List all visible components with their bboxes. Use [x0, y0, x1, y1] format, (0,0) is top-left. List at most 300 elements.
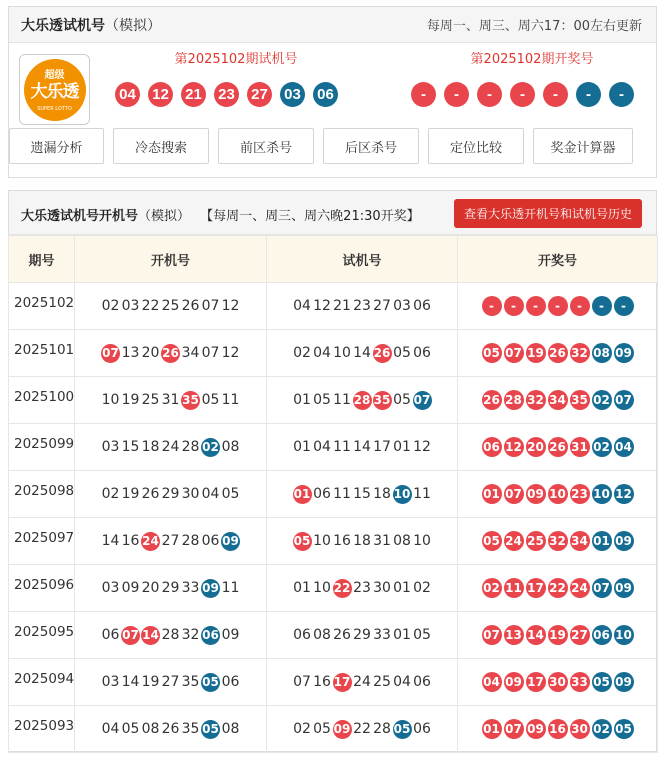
result-ball: 34	[548, 390, 568, 410]
result-number-cell	[458, 565, 658, 612]
result-ball: 09	[614, 672, 634, 692]
tool-bar	[9, 128, 642, 164]
trial-ball: 21	[181, 82, 206, 107]
result-ball: 31	[570, 437, 590, 457]
result-number-cell	[458, 518, 658, 565]
result-ball: 09	[526, 719, 546, 739]
result-ball: 16	[548, 719, 568, 739]
open-number: 29	[161, 579, 180, 596]
trial-number: 24	[353, 673, 371, 690]
result-ball: 34	[570, 531, 590, 551]
trial-number: 25	[373, 673, 391, 690]
open-number-cell	[75, 612, 267, 659]
trial-number: 11	[333, 438, 351, 455]
trial-number: 05	[293, 532, 312, 551]
result-ball: 30	[570, 719, 590, 739]
result-ball: 02	[592, 390, 612, 410]
trial-number: 12	[313, 297, 331, 314]
column-header-issue: 期号	[9, 236, 75, 283]
current-result-balls	[411, 82, 642, 107]
trial-number: 22	[333, 579, 352, 598]
open-number: 07	[101, 344, 120, 363]
open-number: 05	[121, 720, 140, 737]
open-number: 19	[121, 485, 140, 502]
open-number: 03	[101, 579, 120, 596]
result-ball: -	[609, 82, 634, 107]
trial-ball: 23	[214, 82, 239, 107]
trial-number: 08	[393, 532, 411, 549]
trial-number: 03	[393, 297, 411, 314]
trial-ball: 04	[115, 82, 140, 107]
result-ball: 28	[504, 390, 524, 410]
trial-number: 11	[413, 485, 431, 502]
result-ball: 33	[570, 672, 590, 692]
issue-cell: 2025102	[9, 283, 75, 330]
trial-number: 17	[333, 673, 352, 692]
open-number-cell	[75, 706, 267, 753]
result-ball: 07	[592, 578, 612, 598]
logo-top-text: 超级	[44, 69, 65, 81]
trial-number: 22	[353, 720, 371, 737]
result-ball: 09	[614, 343, 634, 363]
trial-number: 01	[393, 438, 411, 455]
trial-number-cell	[267, 377, 458, 424]
trial-number: 29	[353, 626, 371, 643]
cold-search-button[interactable]: 冷态搜索	[113, 128, 209, 164]
open-number: 10	[101, 391, 120, 408]
result-ball: 11	[504, 578, 524, 598]
trial-number: 01	[293, 438, 311, 455]
trial-number: 17	[373, 438, 391, 455]
result-ball: 32	[570, 343, 590, 363]
open-number-cell	[75, 518, 267, 565]
open-number: 02	[201, 438, 220, 457]
result-ball: 07	[614, 390, 634, 410]
trial-number: 06	[293, 626, 311, 643]
open-number: 26	[161, 720, 180, 737]
trial-number-cell	[267, 612, 458, 659]
open-number: 19	[141, 673, 160, 690]
issue-cell: 2025098	[9, 471, 75, 518]
trial-number: 10	[413, 532, 431, 549]
open-number-cell	[75, 471, 267, 518]
trial-number: 23	[353, 297, 371, 314]
trial-ball: 03	[280, 82, 305, 107]
trial-number: 14	[353, 438, 371, 455]
front-kill-button[interactable]: 前区杀号	[218, 128, 314, 164]
result-ball: 24	[504, 531, 524, 551]
trial-number: 05	[393, 391, 411, 408]
issue-cell: 2025100	[9, 377, 75, 424]
open-number: 14	[101, 532, 120, 549]
back-kill-button[interactable]: 后区杀号	[323, 128, 419, 164]
open-number: 06	[101, 626, 120, 643]
logo-english-text: SUPER LOTTO	[37, 105, 72, 112]
issue-cell: 2025099	[9, 424, 75, 471]
trial-number: 28	[373, 720, 391, 737]
trial-number: 02	[413, 579, 431, 596]
open-number: 12	[221, 344, 240, 361]
trial-number: 35	[373, 391, 392, 410]
trial-number: 06	[413, 673, 431, 690]
open-number: 09	[201, 579, 220, 598]
table-row	[9, 659, 658, 706]
table-row	[9, 283, 658, 330]
trial-number: 16	[313, 673, 331, 690]
super-lotto-logo	[19, 54, 90, 125]
open-number: 20	[141, 579, 160, 596]
open-number: 26	[161, 344, 180, 363]
open-number: 03	[121, 297, 140, 314]
open-number-cell	[75, 659, 267, 706]
result-ball: 32	[526, 390, 546, 410]
result-ball: 02	[592, 719, 612, 739]
trial-number-cell	[267, 518, 458, 565]
open-number: 26	[181, 297, 200, 314]
result-ball: 17	[526, 578, 546, 598]
result-ball: -	[548, 296, 568, 316]
open-number: 29	[161, 485, 180, 502]
open-number: 07	[201, 297, 220, 314]
result-ball: -	[477, 82, 502, 107]
trial-number: 04	[313, 438, 331, 455]
open-number: 32	[181, 626, 200, 643]
open-number: 12	[221, 297, 240, 314]
result-ball: 07	[482, 625, 502, 645]
open-number: 28	[181, 532, 200, 549]
trial-caption: 第2025102期试机号	[174, 52, 298, 67]
draw-schedule-note: 【每周一、周三、周六晚21:30开奖】	[200, 209, 420, 224]
trial-number: 11	[333, 391, 351, 408]
logo-main-text: 大乐透	[30, 81, 79, 102]
result-ball: 10	[592, 484, 612, 504]
result-ball: 35	[570, 390, 590, 410]
trial-number: 01	[293, 485, 312, 504]
open-number: 11	[221, 579, 240, 596]
column-header-result: 开奖号	[458, 236, 658, 283]
result-ball: 27	[570, 625, 590, 645]
trial-number: 21	[333, 297, 351, 314]
open-number: 08	[141, 720, 160, 737]
view-history-button[interactable]: 查看大乐透开机号和试机号历史	[454, 199, 642, 228]
trial-number-cell	[267, 283, 458, 330]
result-ball: -	[576, 82, 601, 107]
panel-header	[9, 7, 656, 43]
trial-number: 04	[293, 297, 311, 314]
open-number: 13	[121, 344, 140, 361]
open-number: 25	[161, 297, 180, 314]
open-number: 05	[201, 720, 220, 739]
result-caption: 第2025102期开奖号	[470, 52, 594, 67]
open-number: 18	[141, 438, 160, 455]
result-ball: 09	[614, 578, 634, 598]
history-title-sub: （模拟）	[138, 209, 191, 224]
trial-number: 10	[313, 532, 331, 549]
trial-number: 30	[373, 579, 391, 596]
trial-number: 05	[393, 720, 412, 739]
result-number-cell	[458, 377, 658, 424]
result-ball: 07	[504, 343, 524, 363]
trial-number: 28	[353, 391, 372, 410]
prize-calculator-button[interactable]: 奖金计算器	[533, 128, 633, 164]
trial-number: 23	[353, 579, 371, 596]
result-ball: 10	[614, 625, 634, 645]
result-ball: 09	[526, 484, 546, 504]
open-number: 34	[181, 344, 200, 361]
issue-cell: 2025096	[9, 565, 75, 612]
table-row	[9, 471, 658, 518]
history-header	[9, 191, 656, 235]
open-number: 08	[221, 438, 240, 455]
open-number: 28	[181, 438, 200, 455]
open-number: 25	[141, 391, 160, 408]
history-table	[8, 235, 658, 753]
open-number: 28	[161, 626, 180, 643]
trial-number: 01	[393, 626, 411, 643]
result-ball: 09	[614, 531, 634, 551]
result-number-cell	[458, 471, 658, 518]
trial-number: 06	[313, 485, 331, 502]
open-number: 30	[181, 485, 200, 502]
table-row	[9, 377, 658, 424]
open-number: 20	[141, 344, 160, 361]
trial-number: 01	[293, 391, 311, 408]
result-ball: 08	[592, 343, 612, 363]
result-ball: -	[504, 296, 524, 316]
result-ball: 26	[548, 437, 568, 457]
open-number: 09	[221, 532, 240, 551]
open-number: 04	[201, 485, 220, 502]
result-number-cell	[458, 283, 658, 330]
panel-title-text: 大乐透试机号	[21, 17, 105, 34]
result-ball: 22	[548, 578, 568, 598]
open-number-cell	[75, 377, 267, 424]
result-ball: 12	[614, 484, 634, 504]
history-title-text: 大乐透试机号开机号	[21, 209, 139, 224]
result-ball: 17	[526, 672, 546, 692]
open-number: 26	[141, 485, 160, 502]
result-ball: 02	[482, 578, 502, 598]
result-ball: 26	[548, 343, 568, 363]
open-number-cell	[75, 565, 267, 612]
open-number: 35	[181, 673, 200, 690]
issue-cell: 2025101	[9, 330, 75, 377]
trial-ball: 27	[247, 82, 272, 107]
open-number: 02	[101, 297, 120, 314]
result-ball: -	[543, 82, 568, 107]
issue-cell: 2025095	[9, 612, 75, 659]
panel-title	[21, 15, 161, 35]
open-number: 06	[221, 673, 240, 690]
trial-number-cell	[267, 424, 458, 471]
position-compare-button[interactable]: 定位比较	[428, 128, 524, 164]
trial-number: 06	[413, 720, 431, 737]
open-number: 05	[201, 673, 220, 692]
open-number: 14	[141, 626, 160, 645]
open-number: 09	[221, 626, 240, 643]
trial-ball: 12	[148, 82, 173, 107]
result-ball: 07	[504, 719, 524, 739]
open-number-cell	[75, 283, 267, 330]
issue-cell: 2025097	[9, 518, 75, 565]
result-ball: 14	[526, 625, 546, 645]
open-number: 15	[121, 438, 140, 455]
result-ball: -	[482, 296, 502, 316]
history-panel	[8, 190, 657, 752]
trial-number: 01	[293, 579, 311, 596]
open-number-cell	[75, 424, 267, 471]
result-ball: 10	[548, 484, 568, 504]
trial-number: 11	[333, 485, 351, 502]
result-ball: -	[510, 82, 535, 107]
trial-number: 05	[393, 344, 411, 361]
result-ball: 09	[504, 672, 524, 692]
open-number: 31	[161, 391, 180, 408]
table-row	[9, 612, 658, 659]
current-trial-balls	[115, 82, 346, 107]
result-number-cell	[458, 330, 658, 377]
open-number: 11	[221, 391, 240, 408]
result-ball: 06	[482, 437, 502, 457]
result-ball: 05	[482, 531, 502, 551]
trial-number: 26	[373, 344, 392, 363]
trial-number: 12	[413, 438, 431, 455]
open-number: 03	[101, 673, 120, 690]
result-ball: 06	[592, 625, 612, 645]
result-ball: -	[444, 82, 469, 107]
trial-number: 10	[393, 485, 412, 504]
result-ball: 24	[570, 578, 590, 598]
open-number: 35	[181, 391, 200, 410]
open-number: 03	[101, 438, 120, 455]
issue-cell: 2025093	[9, 706, 75, 753]
trial-number-cell	[267, 565, 458, 612]
open-number: 02	[101, 485, 120, 502]
open-number: 04	[101, 720, 120, 737]
open-number: 35	[181, 720, 200, 737]
open-number: 22	[141, 297, 160, 314]
trial-number: 05	[313, 391, 331, 408]
result-ball: 19	[526, 343, 546, 363]
result-number-cell	[458, 612, 658, 659]
table-row	[9, 518, 658, 565]
trial-number: 04	[313, 344, 331, 361]
open-number: 09	[121, 579, 140, 596]
result-ball: 01	[482, 719, 502, 739]
table-row	[9, 424, 658, 471]
open-number: 05	[201, 391, 220, 408]
trial-number: 07	[293, 673, 311, 690]
open-number: 33	[181, 579, 200, 596]
trial-number: 10	[313, 579, 331, 596]
open-number: 08	[221, 720, 240, 737]
trial-number: 26	[333, 626, 351, 643]
result-number-cell	[458, 706, 658, 753]
open-number: 24	[141, 532, 160, 551]
column-header-trial: 试机号	[267, 236, 458, 283]
open-number: 05	[221, 485, 240, 502]
table-row	[9, 706, 658, 753]
open-number: 19	[121, 391, 140, 408]
open-number: 24	[161, 438, 180, 455]
history-title	[21, 205, 420, 224]
trial-number: 18	[353, 532, 371, 549]
open-number: 07	[201, 344, 220, 361]
open-number: 27	[161, 532, 180, 549]
trial-number: 02	[293, 344, 311, 361]
result-ball: -	[570, 296, 590, 316]
trial-number-cell	[267, 330, 458, 377]
result-ball: 02	[592, 437, 612, 457]
result-ball: -	[592, 296, 612, 316]
table-header-row	[9, 236, 658, 283]
result-ball: 05	[482, 343, 502, 363]
omission-analysis-button[interactable]: 遗漏分析	[9, 128, 104, 164]
trial-number: 18	[373, 485, 391, 502]
result-ball: 19	[548, 625, 568, 645]
trial-number: 15	[353, 485, 371, 502]
result-number-cell	[458, 424, 658, 471]
result-ball: -	[526, 296, 546, 316]
result-ball: 32	[548, 531, 568, 551]
trial-number-cell	[267, 706, 458, 753]
trial-number: 10	[333, 344, 351, 361]
logo-badge	[24, 59, 86, 121]
result-ball: 20	[526, 437, 546, 457]
trial-number-cell	[267, 471, 458, 518]
result-number-cell	[458, 659, 658, 706]
trial-number: 05	[313, 720, 331, 737]
trial-number: 31	[373, 532, 391, 549]
result-ball: 26	[482, 390, 502, 410]
trial-number: 02	[293, 720, 311, 737]
trial-number: 27	[373, 297, 391, 314]
result-ball: 05	[592, 672, 612, 692]
table-row	[9, 565, 658, 612]
trial-number: 33	[373, 626, 391, 643]
update-note: 每周一、周三、周六17：00左右更新	[426, 19, 642, 34]
result-ball: 04	[614, 437, 634, 457]
column-header-open: 开机号	[75, 236, 267, 283]
trial-number: 08	[313, 626, 331, 643]
result-ball: 25	[526, 531, 546, 551]
trial-number: 06	[413, 344, 431, 361]
trial-ball: 06	[313, 82, 338, 107]
result-ball: 01	[592, 531, 612, 551]
trial-number: 14	[353, 344, 371, 361]
open-number-cell	[75, 330, 267, 377]
trial-number-cell	[267, 659, 458, 706]
trial-number: 05	[413, 626, 431, 643]
result-ball: 05	[614, 719, 634, 739]
open-number: 14	[121, 673, 140, 690]
trial-number: 01	[393, 579, 411, 596]
result-ball: 30	[548, 672, 568, 692]
trial-number: 09	[333, 720, 352, 739]
open-number: 27	[161, 673, 180, 690]
result-ball: 01	[482, 484, 502, 504]
open-number: 07	[121, 626, 140, 645]
result-ball: 23	[570, 484, 590, 504]
trial-number: 04	[393, 673, 411, 690]
result-ball: 07	[504, 484, 524, 504]
open-number: 16	[121, 532, 140, 549]
open-number: 06	[201, 626, 220, 645]
trial-number: 06	[413, 297, 431, 314]
result-ball: 12	[504, 437, 524, 457]
open-number: 06	[201, 532, 220, 549]
trial-number: 16	[333, 532, 351, 549]
